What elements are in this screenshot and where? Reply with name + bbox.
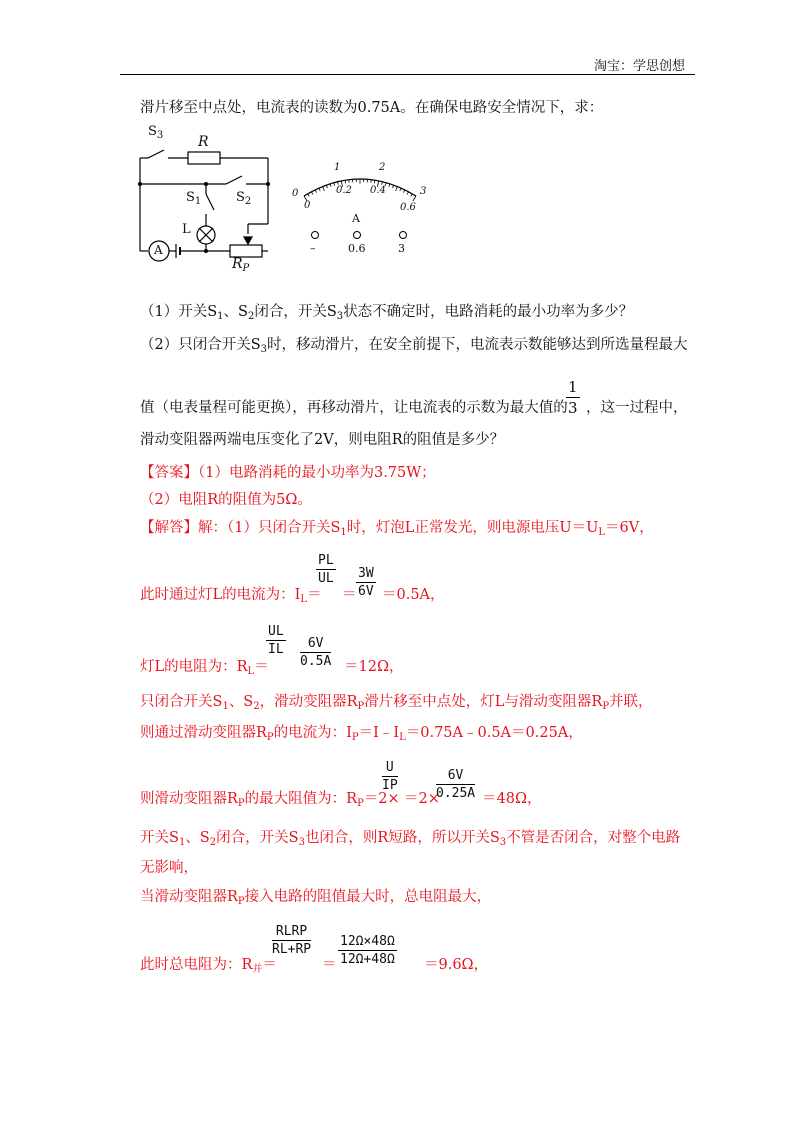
label-s3: $S_3$ [148,124,164,141]
meter-bottom-02: 0.2 [336,185,352,196]
dial-tick [323,187,325,191]
dial-tick [319,188,320,191]
fraction-6v-05a: $\frac{6V}{0.5A}$ [300,636,332,669]
meter-unit: A [352,212,360,225]
fraction-pl-ul: $\frac{PL}{UL}$ [318,553,334,586]
label-l: L [182,222,191,237]
dial-tick [396,187,398,191]
label-rp: $R_P$ [232,256,250,274]
dial-tick [400,188,401,191]
fraction-ul-il: $\frac{UL}{IL}$ [268,624,284,657]
terminal-label-06: 0.6 [348,242,366,255]
result-current: ＝0.5A， [382,587,445,603]
result-total: ＝9.6Ω， [424,957,489,973]
question-2-line3: 滑动变阻器两端电压变化了2V，则电阻R的阻值是多少？ [140,432,505,448]
terminal-neg [311,231,319,239]
header-shop: 淘宝：学思创想 [593,59,685,74]
solution-line-6: 则滑动变阻器$R_P$的最大阻值为：$R_P=2\times$ [140,791,400,809]
dial-tick [389,184,390,187]
dial-tick [308,194,309,197]
terminal-06 [353,231,361,239]
solution-line-3: 灯L的电阻为：$R_L=$ [140,659,269,677]
eq-2x: ＝2× [404,791,440,807]
label-ammeter: A [154,243,163,257]
result-rp-max: ＝48Ω， [482,791,542,807]
label-s2: $S_2$ [236,190,252,207]
solution-line-10: 此时总电阻为：$R_并=$ [140,957,277,975]
dial-tick [411,194,412,197]
solution-line-9: 当滑动变阻器$R_P$接入电路的阻值最大时，总电阻最大， [140,889,492,907]
dial-tick [330,184,331,187]
eq-sign-1: ＝ [342,587,357,603]
solution-line-1: 【解答】解：（1）只闭合开关$S_1$时，灯泡L正常发光，则电源电压$U=U_L=6V$， [140,520,654,538]
fraction-3w-6v: $\frac{3W}{6V}$ [358,566,374,599]
eq-sign-3: ＝ [322,957,337,973]
problem-intro: 滑片移至中点处，电流表的读数为0.75A。在确保电路安全情况下，求： [140,100,604,116]
solution-line-7: 开关$S_1$、$S_2$闭合，开关$S_3$也闭合，则R短路，所以开关$S_3$不管是否闭合，对整个电路 [140,830,681,848]
meter-bottom-06: 0.6 [400,202,416,213]
dial-tick [326,185,327,188]
question-2-line1: （2）只闭合开关$S_3$时，移动滑片，在安全前提下，电流表示数能够达到所选量程最大 [140,337,688,355]
header-rule [120,74,695,75]
terminal-label-3: 3 [398,242,405,255]
dial-tick [413,196,416,201]
dial-tick [403,190,404,193]
dial-tick [311,192,312,195]
question-2-line2: 值（电表量程可能更换），再移动滑片，让电流表的示数为最大值的 [140,400,568,416]
fraction-one-third: $\frac{1}{3}$ [568,378,578,417]
meter-top-0: 0 [292,188,299,199]
answer-line-2: （2）电阻R的阻值为5Ω。 [140,492,312,508]
meter-bottom-04: 0.4 [370,185,386,196]
meter-top-3: 3 [420,186,427,197]
result-resistance: ＝12Ω， [344,659,404,675]
dial-tick [393,185,394,188]
label-r: R [198,134,209,150]
fraction-u-ip: $\frac{U}{IP}$ [382,760,398,793]
answer-line-1: 【答案】（1）电路消耗的最小功率为3.75W； [140,465,436,481]
meter-top-2: 2 [379,162,386,173]
solution-line-4: 只闭合开关$S_1$、$S_2$，滑动变阻器$R_P$滑片移至中点处，灯L与滑动变阻器$R_P$并联， [140,694,653,712]
terminal-label-neg: – [310,242,316,255]
solution-line-8: 无影响， [140,860,198,876]
fraction-6v-025a: $\frac{6V}{0.25A}$ [436,768,476,801]
solution-line-2: 此时通过灯L的电流为：$I_L=$ [140,587,322,605]
question-1: （1）开关$S_1$、$S_2$闭合，开关$S_3$状态不确定时，电路消耗的最小功率为多少？ [140,304,634,322]
fraction-12-48: $\frac{12\Omega\times 48\Omega}{12\Omega+48\Omega}$ [340,934,395,967]
dial-tick [407,192,408,195]
solution-line-5: 则通过滑动变阻器$R_P$的电流为：$I_P=I﹣I_L=0.75A﹣0.5A=0.25A$， [140,725,583,743]
dial-tick [334,183,335,186]
label-s1: $S_1$ [186,190,202,207]
terminal-3 [399,231,407,239]
fraction-rlrp: RLRP RL+RP [272,924,312,957]
dial-tick [315,190,316,193]
meter-bottom-0: 0 [304,200,311,211]
question-2-line2-end: ，这一过程中， [586,400,688,416]
meter-top-1: 1 [334,162,341,173]
